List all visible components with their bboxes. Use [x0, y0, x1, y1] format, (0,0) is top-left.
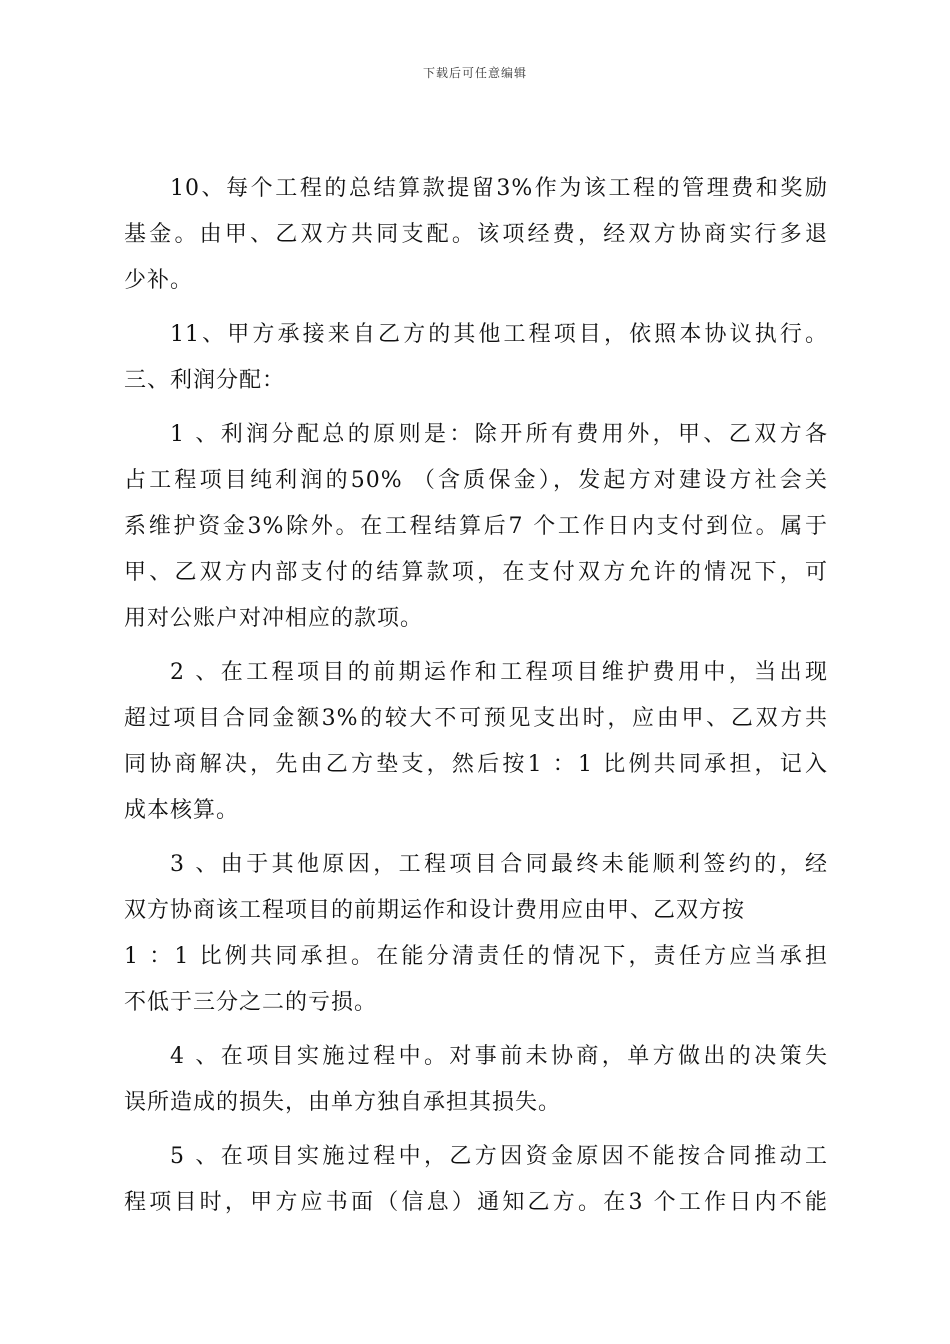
- paragraph-line: 1 、利润分配总的原则是：除开所有费用外，甲、乙双方各: [170, 422, 828, 447]
- paragraph-line: 超过项目合同金额3%的较大不可预见支出时，应由甲、乙双方共: [124, 706, 828, 731]
- paragraph-line: 少补。: [124, 268, 194, 293]
- paragraph-line: 程项目时，甲方应书面（信息）通知乙方。在3 个工作日内不能: [124, 1190, 828, 1215]
- paragraph-line: 甲、乙双方内部支付的结算款项，在支付双方允许的情况下，可: [124, 560, 828, 585]
- paragraph-line: 基金。由甲、乙双方共同支配。该项经费，经双方协商实行多退: [124, 222, 828, 247]
- section-heading: 三、利润分配：: [124, 368, 286, 393]
- paragraph-line: 同协商解决，先由乙方垫支，然后按1 ：1 比例共同承担，记入: [124, 752, 828, 777]
- paragraph-line: 11、甲方承接来自乙方的其他工程项目，依照本协议执行。: [170, 322, 828, 347]
- paragraph-line: 占工程项目纯利润的50% （含质保金），发起方对建设方社会关: [124, 468, 828, 493]
- paragraph-line: 系维护资金3%除外。在工程结算后7 个工作日内支付到位。属于: [124, 514, 828, 539]
- paragraph-line: 10、每个工程的总结算款提留3%作为该工程的管理费和奖励: [170, 176, 828, 201]
- page-header: 下载后可任意编辑: [422, 66, 527, 80]
- paragraph-line: 2 、在工程项目的前期运作和工程项目维护费用中，当出现: [170, 660, 828, 685]
- paragraph-line: 成本核算。: [124, 798, 240, 823]
- paragraph-line: 双方协商该工程项目的前期运作和设计费用应由甲、乙双方按: [124, 898, 746, 923]
- paragraph-line: 3 、由于其他原因，工程项目合同最终未能顺利签约的，经: [170, 852, 828, 877]
- paragraph-line: 用对公账户对冲相应的款项。: [124, 606, 424, 631]
- paragraph-line: 1 ：1 比例共同承担。在能分清责任的情况下，责任方应当承担: [124, 944, 828, 969]
- paragraph-line: 不低于三分之二的亏损。: [124, 990, 378, 1015]
- document-body: [124, 166, 828, 1226]
- paragraph-line: 5 、在项目实施过程中，乙方因资金原因不能按合同推动工: [170, 1144, 828, 1169]
- paragraph-line: 4 、在项目实施过程中。对事前未协商，单方做出的决策失: [170, 1044, 828, 1069]
- paragraph-line: 误所造成的损失，由单方独自承担其损失。: [124, 1090, 562, 1115]
